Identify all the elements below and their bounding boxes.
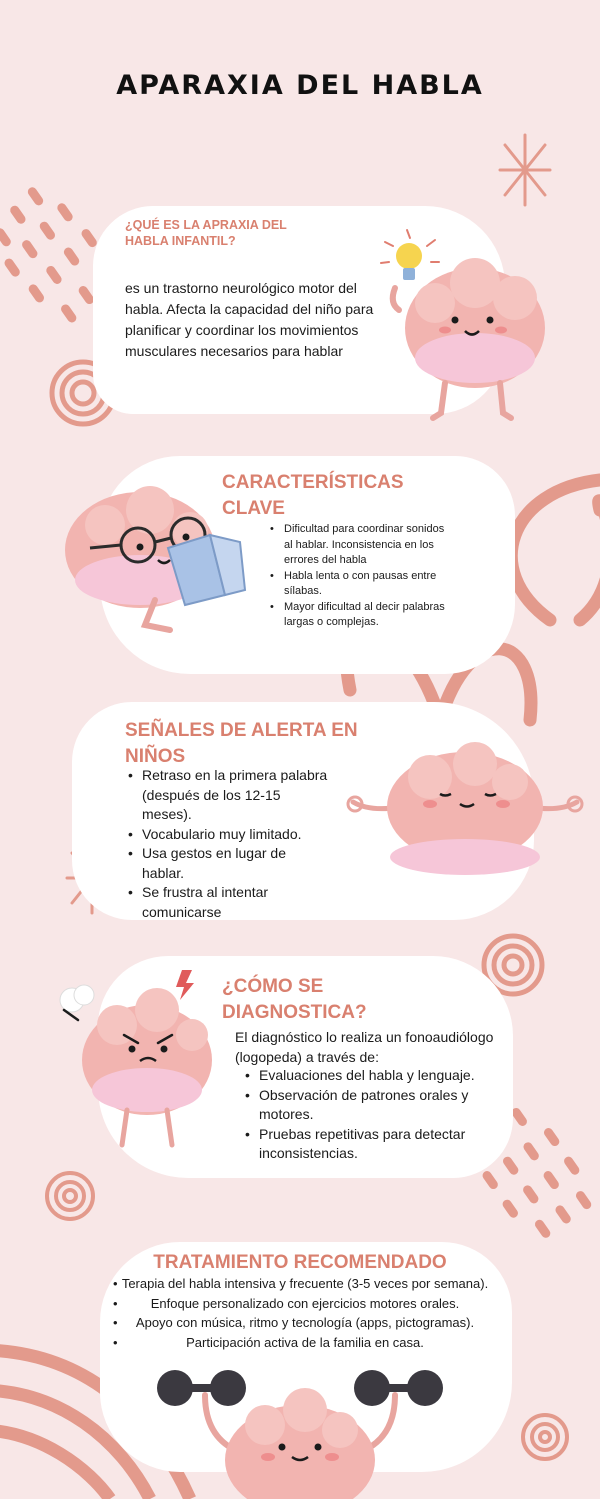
section5-heading: TRATAMIENTO RECOMENDADO <box>153 1252 447 1273</box>
list-item: • Pruebas repetitivas para detectar inconsistencias. <box>245 1125 490 1164</box>
page-title: APARAXIA DEL HABLA <box>116 70 484 101</box>
brain-meditating-icon <box>345 742 585 882</box>
brain-dumbbells-icon <box>150 1365 450 1499</box>
list-item: • Enfoque personalizado con ejercicios motores orales. <box>105 1294 505 1314</box>
list-item: • Retraso en la primera palabra (después de los 12-15 meses). <box>128 766 328 825</box>
list-item: • Participación activa de la familia en casa. <box>105 1333 505 1353</box>
section4-intro: El diagnóstico lo realiza un fonoaudiólogo (logopeda) a través de: <box>235 1029 494 1065</box>
list-item: • Habla lenta o con pausas entre sílabas. <box>270 569 455 600</box>
section3-heading: SEÑALES DE ALERTA EN NIÑOS <box>125 720 358 767</box>
section1-text: es un trastorno neurológico motor del habla. Afecta la capacidad del niño para planificar y coordinar los movimientos musculares necesarios para hablar <box>125 280 374 359</box>
list-item: • Apoyo con música, ritmo y tecnología (apps, pictogramas). <box>105 1313 505 1333</box>
list-item: • Evaluaciones del habla y lenguaje. <box>245 1066 490 1086</box>
section5-list <box>105 1274 505 1352</box>
list-item: • Terapia del habla intensiva y frecuente (3-5 veces por semana). <box>105 1274 505 1294</box>
section2-list <box>270 522 455 631</box>
list-item: • Observación de patrones orales y motores. <box>245 1086 490 1125</box>
list-item: • Vocabulario muy limitado. <box>128 825 328 845</box>
brain-angry-icon <box>42 965 217 1150</box>
list-item: • Se frustra al intentar comunicarse <box>128 883 328 922</box>
list-item: • Usa gestos en lugar de hablar. <box>128 844 328 883</box>
section3-list <box>128 766 328 922</box>
spiral-icon-4 <box>520 1412 570 1462</box>
spiral-icon-3 <box>44 1170 96 1222</box>
asterisk-icon <box>495 130 555 210</box>
section4-heading: ¿CÓMO SE DIAGNOSTICA? <box>222 976 367 1023</box>
section4-list <box>245 1066 490 1164</box>
section2-heading: CARACTERÍSTICAS CLAVE <box>222 472 404 519</box>
brain-lightbulb-icon <box>375 228 560 423</box>
list-item: • Mayor dificultad al decir palabras largas o complejas. <box>270 600 455 631</box>
section1-heading: ¿QUÉ ES LA APRAXIA DEL HABLA INFANTIL? <box>125 218 287 248</box>
list-item: • Dificultad para coordinar sonidos al hablar. Inconsistencia en los errores del habla <box>270 522 455 569</box>
